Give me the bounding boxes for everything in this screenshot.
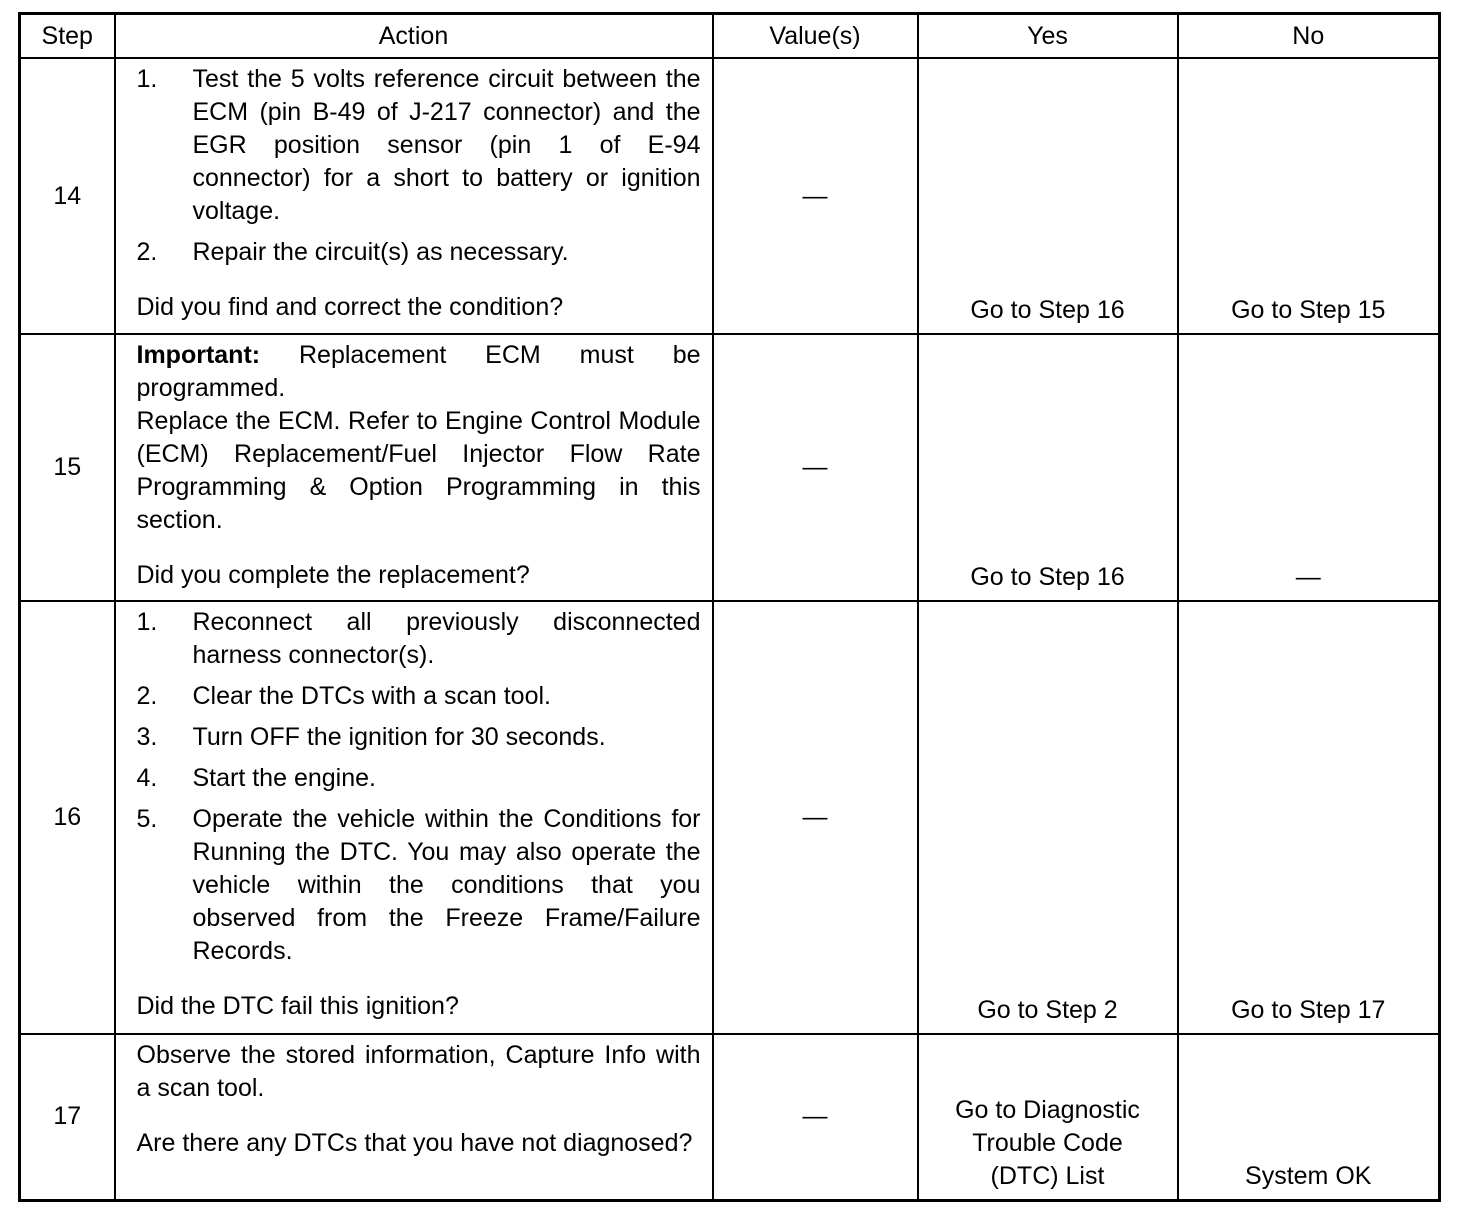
- step-number: 14: [20, 58, 115, 334]
- list-item: [137, 236, 701, 269]
- header-action: Action: [115, 14, 713, 59]
- header-yes: Yes: [918, 14, 1178, 59]
- table-row: [20, 58, 1440, 334]
- action-cell: [115, 601, 713, 1034]
- important-note: [137, 339, 701, 405]
- header-row: [20, 14, 1440, 59]
- list-item: [137, 63, 701, 228]
- list-item: [137, 680, 701, 713]
- action-text: Observe the stored information, Capture Info with a scan tool.: [136, 1041, 701, 1102]
- action-text: Replace the ECM. Refer to Engine Control Module (ECM) Replacement/Fuel Injector Flow Rate Programming & Option Programming in this section.: [136, 407, 701, 534]
- yes-cell: Go to Step 2: [918, 601, 1178, 1034]
- value-cell: —: [713, 334, 918, 601]
- item-number: 4.: [136, 764, 158, 792]
- value-cell: —: [713, 601, 918, 1034]
- no-cell: Go to Step 17: [1178, 601, 1440, 1034]
- header-step: Step: [20, 14, 115, 59]
- table-row: [20, 334, 1440, 601]
- item-number: 1.: [136, 608, 158, 636]
- item-text: Operate the vehicle within the Conditions for Running the DTC. You may also operate the vehicle within the conditions that you observed from the Freeze Frame/Failure Records.: [192, 805, 701, 965]
- list-item: [137, 762, 701, 795]
- list-item: [137, 606, 701, 672]
- action-cell: [115, 58, 713, 334]
- question-text: Did you complete the replacement?: [136, 561, 530, 589]
- item-text: Clear the DTCs with a scan tool.: [192, 682, 551, 710]
- item-number: 1.: [136, 65, 158, 93]
- no-cell: —: [1178, 334, 1440, 601]
- action-cell: [115, 334, 713, 601]
- question-text: Did you find and correct the condition?: [136, 293, 564, 321]
- yes-cell: Go to Step 16: [918, 58, 1178, 334]
- value-cell: —: [713, 1034, 918, 1200]
- diagnostic-table: [18, 12, 1441, 1202]
- item-number: 2.: [136, 238, 158, 266]
- question-text: Are there any DTCs that you have not diagnosed?: [136, 1129, 693, 1157]
- step-number: 15: [20, 334, 115, 601]
- item-text: Test the 5 volts reference circuit between the ECM (pin B-49 of J-217 connector) and the EGR position sensor (pin 1 of E-94 connector) for a short to battery or ignition voltage.: [192, 65, 701, 225]
- yes-cell: Go to Diagnostic Trouble Code (DTC) List: [918, 1034, 1178, 1200]
- no-cell: Go to Step 15: [1178, 58, 1440, 334]
- item-text: Reconnect all previously disconnected harness connector(s).: [192, 608, 701, 669]
- yes-cell: Go to Step 16: [918, 334, 1178, 601]
- table-row: [20, 601, 1440, 1034]
- step-number: 17: [20, 1034, 115, 1200]
- item-number: 3.: [136, 723, 158, 751]
- item-text: Start the engine.: [192, 764, 376, 792]
- item-text: Turn OFF the ignition for 30 seconds.: [192, 723, 606, 751]
- item-number: 2.: [136, 682, 158, 710]
- list-item: [137, 721, 701, 754]
- item-number: 5.: [136, 805, 158, 833]
- action-list: [137, 63, 701, 269]
- important-text: Replacement ECM must be programmed.: [136, 341, 701, 402]
- header-values: Value(s): [713, 14, 918, 59]
- header-no: No: [1178, 14, 1440, 59]
- list-item: [137, 803, 701, 968]
- action-list: [137, 606, 701, 968]
- no-cell: System OK: [1178, 1034, 1440, 1200]
- action-cell: [115, 1034, 713, 1200]
- value-cell: —: [713, 58, 918, 334]
- important-label: Important:: [136, 341, 261, 369]
- question-text: Did the DTC fail this ignition?: [136, 992, 459, 1020]
- item-text: Repair the circuit(s) as necessary.: [192, 238, 569, 266]
- table-row: [20, 1034, 1440, 1200]
- step-number: 16: [20, 601, 115, 1034]
